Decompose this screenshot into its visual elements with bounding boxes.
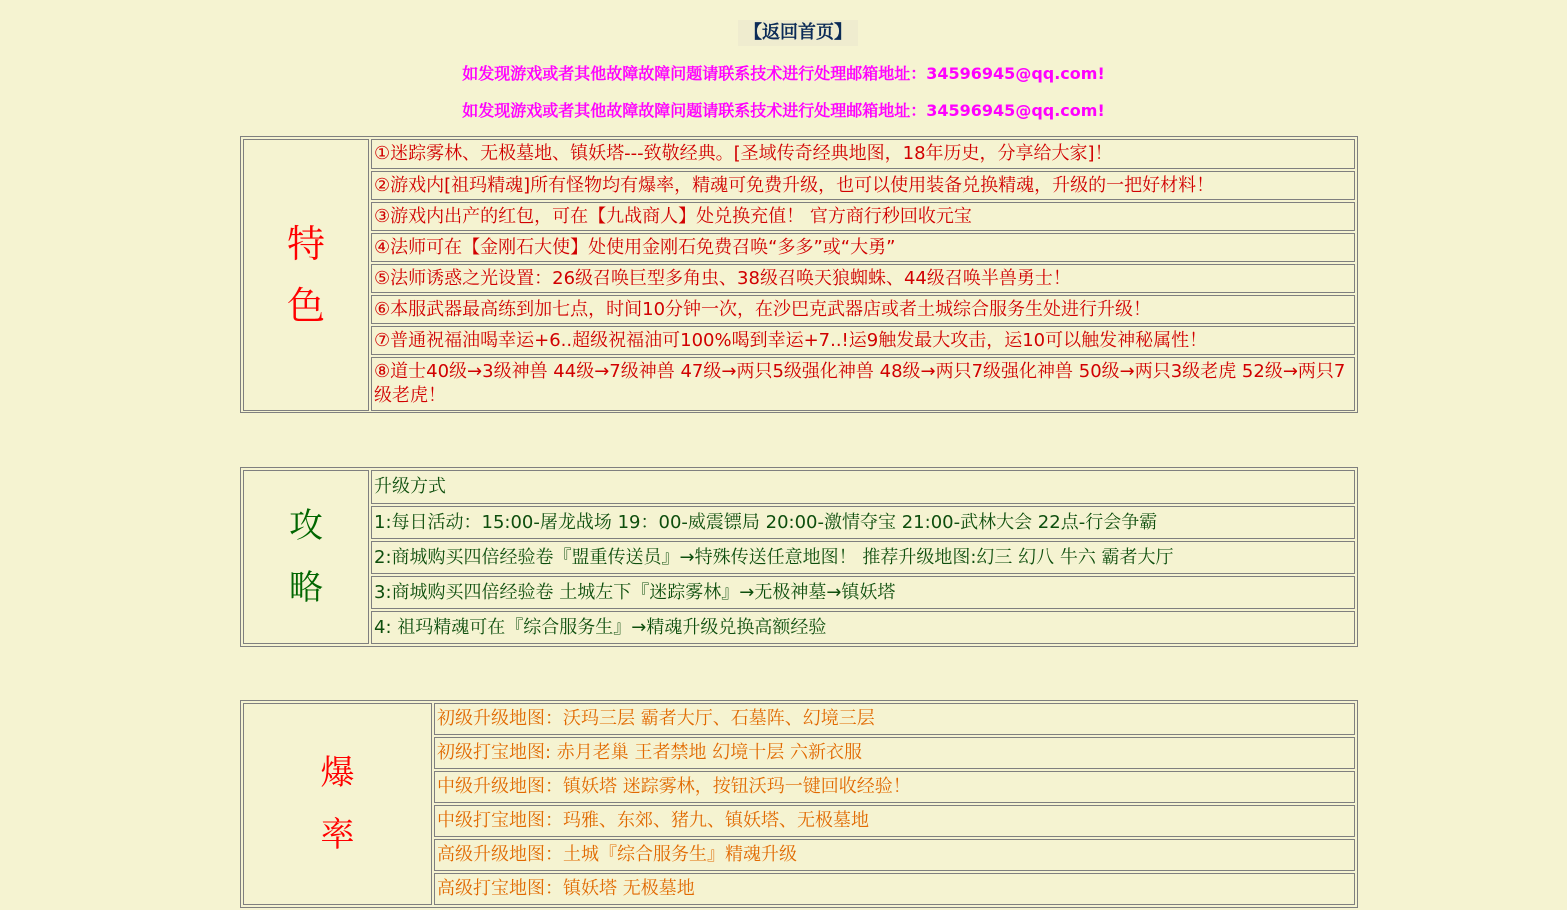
- droprate-label-char-2: 率: [320, 815, 355, 855]
- home-link[interactable]: 【返回首页】: [738, 20, 858, 46]
- drop-item-4: 中级打宝地图：玛雅、东郊、猪九、镇妖塔、无极墓地: [434, 805, 1355, 837]
- strategy-item-1: 1:每日活动：15:00-屠龙战场 19：00-威震镖局 20:00-激情夺宝 21:00-武林大会 22点-行会争霸: [371, 506, 1355, 539]
- feature-item-2: ②游戏内[祖玛精魂]所有怪物均有爆率，精魂可免费升级，也可以使用装备兑换精魂，升级的一把好材料！: [371, 171, 1355, 200]
- support-notice-repeat: 如发现游戏或者其他故障故障问题请联系技术进行处理邮箱地址：34596945@qq.com!: [462, 101, 1105, 120]
- feature-item-8: ⑧道士40级→3级神兽 44级→7级神兽 47级→两只5级强化神兽 48级→两只7级强化神兽 50级→两只3级老虎 52级→两只7级老虎！: [371, 357, 1355, 411]
- drop-item-2: 初级打宝地图: 赤月老巢 王者禁地 幻境十层 六新衣服: [434, 737, 1355, 769]
- feature-item-7: ⑦普通祝福油喝幸运+6..超级祝福油可100%喝到幸运+7..!运9触发最大攻击，运10可以触发神秘属性！: [371, 326, 1355, 355]
- feature-item-6: ⑥本服武器最高练到加七点，时间10分钟一次，在沙巴克武器店或者土城综合服务生处进行升级！: [371, 295, 1355, 324]
- strategy-item-4: 4: 祖玛精魂可在『综合服务生』→精魂升级兑换高额经验: [371, 611, 1355, 644]
- strategy-heading: 升级方式: [371, 470, 1355, 504]
- strategy-label-char-2: 略: [289, 568, 323, 608]
- strategy-table: [241, 468, 1357, 646]
- feature-item-5: ⑤法师诱惑之光设置：26级召唤巨型多角虫、38级召唤天狼蜘蛛、44级召唤半兽勇士！: [371, 264, 1355, 293]
- feature-item-3: ③游戏内出产的红包，可在【九战商人】处兑换充值！ 官方商行秒回收元宝: [371, 202, 1355, 231]
- support-notice: 如发现游戏或者其他故障故障问题请联系技术进行处理邮箱地址：34596945@qq.com!: [462, 64, 1105, 83]
- features-label-char-1: 特: [286, 222, 325, 266]
- strategy-label-char-1: 攻: [289, 506, 323, 546]
- droprate-table: [241, 701, 1357, 907]
- drop-item-3: 中级升级地图：镇妖塔 迷踪雾林，按钮沃玛一键回收经验！: [434, 771, 1355, 803]
- droprate-label: [243, 703, 432, 905]
- features-section: [240, 136, 1358, 413]
- strategy-section: [240, 467, 1358, 647]
- features-label: [243, 139, 369, 411]
- feature-item-1: ①迷踪雾林、无极墓地、镇妖塔---致敬经典。[圣域传奇经典地图，18年历史，分享给大家]！: [371, 139, 1355, 169]
- strategy-label: [243, 470, 369, 644]
- features-label-char-2: 色: [286, 284, 325, 328]
- drop-item-1: 初级升级地图：沃玛三层 霸者大厅、石墓阵、幻境三层: [434, 703, 1355, 735]
- feature-item-4: ④法师可在【金刚石大使】处使用金刚石免费召唤“多多”或“大勇”: [371, 233, 1355, 262]
- drop-item-6: 高级打宝地图：镇妖塔 无极墓地: [434, 873, 1355, 905]
- features-table: [241, 137, 1357, 413]
- droprate-label-char-1: 爆: [320, 753, 355, 793]
- droprate-section: [240, 700, 1358, 908]
- strategy-item-2: 2:商城购买四倍经验卷『盟重传送员』→特殊传送任意地图！ 推荐升级地图:幻三 幻八 牛六 霸者大厅: [371, 541, 1355, 574]
- drop-item-5: 高级升级地图：土城『综合服务生』精魂升级: [434, 839, 1355, 871]
- strategy-item-3: 3:商城购买四倍经验卷 土城左下『迷踪雾林』→无极神墓→镇妖塔: [371, 576, 1355, 609]
